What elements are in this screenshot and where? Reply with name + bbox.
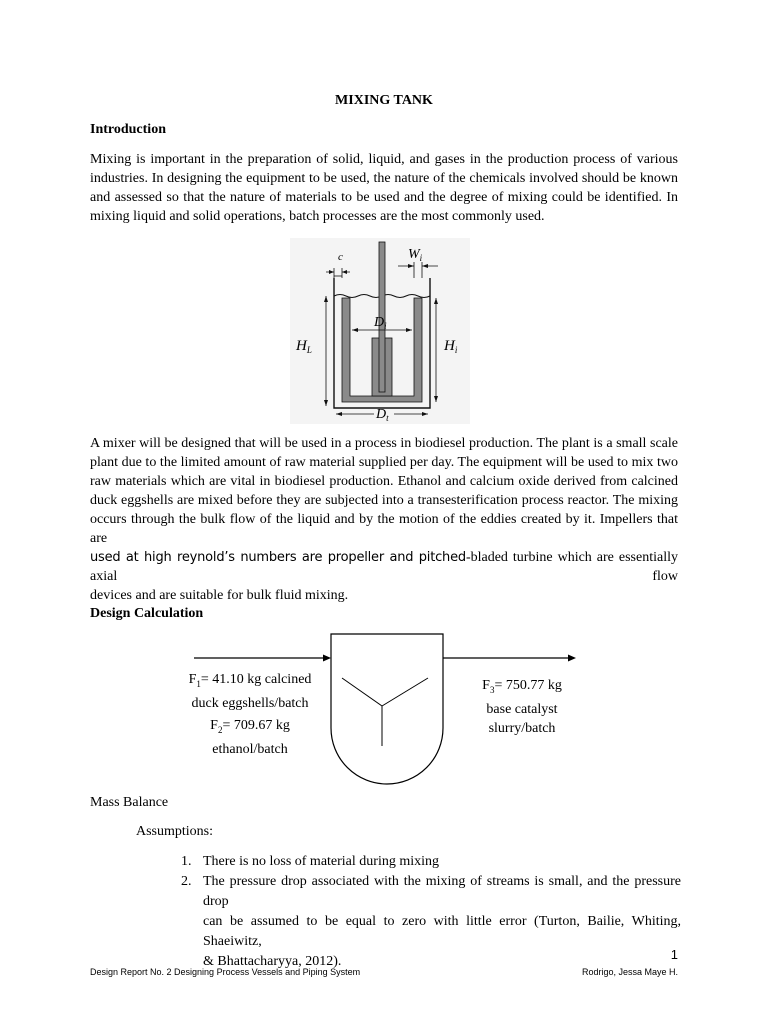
intro-line: Mixing is important in the preparation of solid, liquid, and gases in the production process of various (90, 152, 678, 167)
impeller-blade-right (382, 678, 428, 706)
mixing-vessel (331, 634, 443, 784)
stream-f3-label: $F_3= 750.77$ kg base catalyst slurry/batch (482, 678, 562, 736)
mixer-line: occurs through the bulk flow of the liquid and by the motion of the eddies created by it. Impellers that are (90, 512, 678, 546)
mixer-line: devices and are suitable for bulk fluid mixing. (90, 588, 349, 603)
intro-line: industries. In designing the equipment to be used, the nature of the chemicals involved should be known (90, 171, 678, 186)
intro-line: and assessed so that the nature of materials to be used and the degree of mixing could be identified. In (90, 190, 678, 205)
mixing-tank-figure (290, 238, 470, 424)
footer-right: Rodrigo, Jessa Maye H. (581, 967, 678, 977)
intro-line: mixing liquid and solid operations, batch processes are the most commonly used. (90, 209, 545, 224)
list-item: 2. The pressure drop associated with the mixing of streams is small, and the pressure drop can be assumed to be equal to zero with little error (Turton, Bailie, Whiting, Shaeiwitz, & Bhattacharyya, 2012). (181, 874, 681, 969)
page-title: MIXING TANK (335, 93, 433, 108)
list-item: 1. There is no loss of material during mixing (181, 854, 440, 869)
mixer-line: duck eggshells are mixed before they are subjected into a transesterification process reactor. The mixing (90, 493, 678, 508)
introduction-heading: Introduction (90, 122, 166, 137)
label-w: $W_i$ (408, 247, 423, 263)
mixer-line-part: -bladed turbine which are essentially axial flow (90, 550, 678, 584)
label-hi: $H_i$ (444, 338, 458, 355)
footer-left: Design Report No. 2 Designing Process Vessels and Piping System (90, 967, 361, 977)
label-di: $D_i$ (374, 315, 387, 331)
introduction-paragraph (90, 150, 678, 226)
label-hl: $H_L$ (296, 338, 312, 355)
assumptions-label: Assumptions: (136, 824, 214, 839)
mixer-line-part: used at high reynold’s numbers are propeller and pitched (90, 550, 466, 565)
label-c: c (338, 251, 343, 263)
label-dt: $D_t$ (376, 407, 389, 423)
page-number: 1 (670, 947, 678, 962)
stream-f1-label: $F_1= 41.10$ kg calcined duck eggshells/batch (188, 672, 312, 711)
design-calculation-heading: Design Calculation (90, 606, 204, 621)
mixer-line: raw materials which are vital in biodiesel production. Ethanol and calcium oxide derived from calcined (90, 474, 678, 489)
mixer-line (90, 548, 678, 586)
stream-f2-label: $F_2= 709.67$ kg ethanol/batch (210, 718, 290, 757)
impeller-blade-left (342, 678, 382, 706)
mixer-line: plant due to the limited amount of raw material supplied per day. The equipment will be used to mix two (90, 455, 678, 470)
mixer-line: A mixer will be designed that will be used in a process in biodiesel production. The plant is a small scale (90, 436, 678, 451)
mass-balance-heading: Mass Balance (90, 795, 169, 810)
mixer-paragraph (90, 434, 678, 605)
assumptions-list (181, 852, 681, 972)
